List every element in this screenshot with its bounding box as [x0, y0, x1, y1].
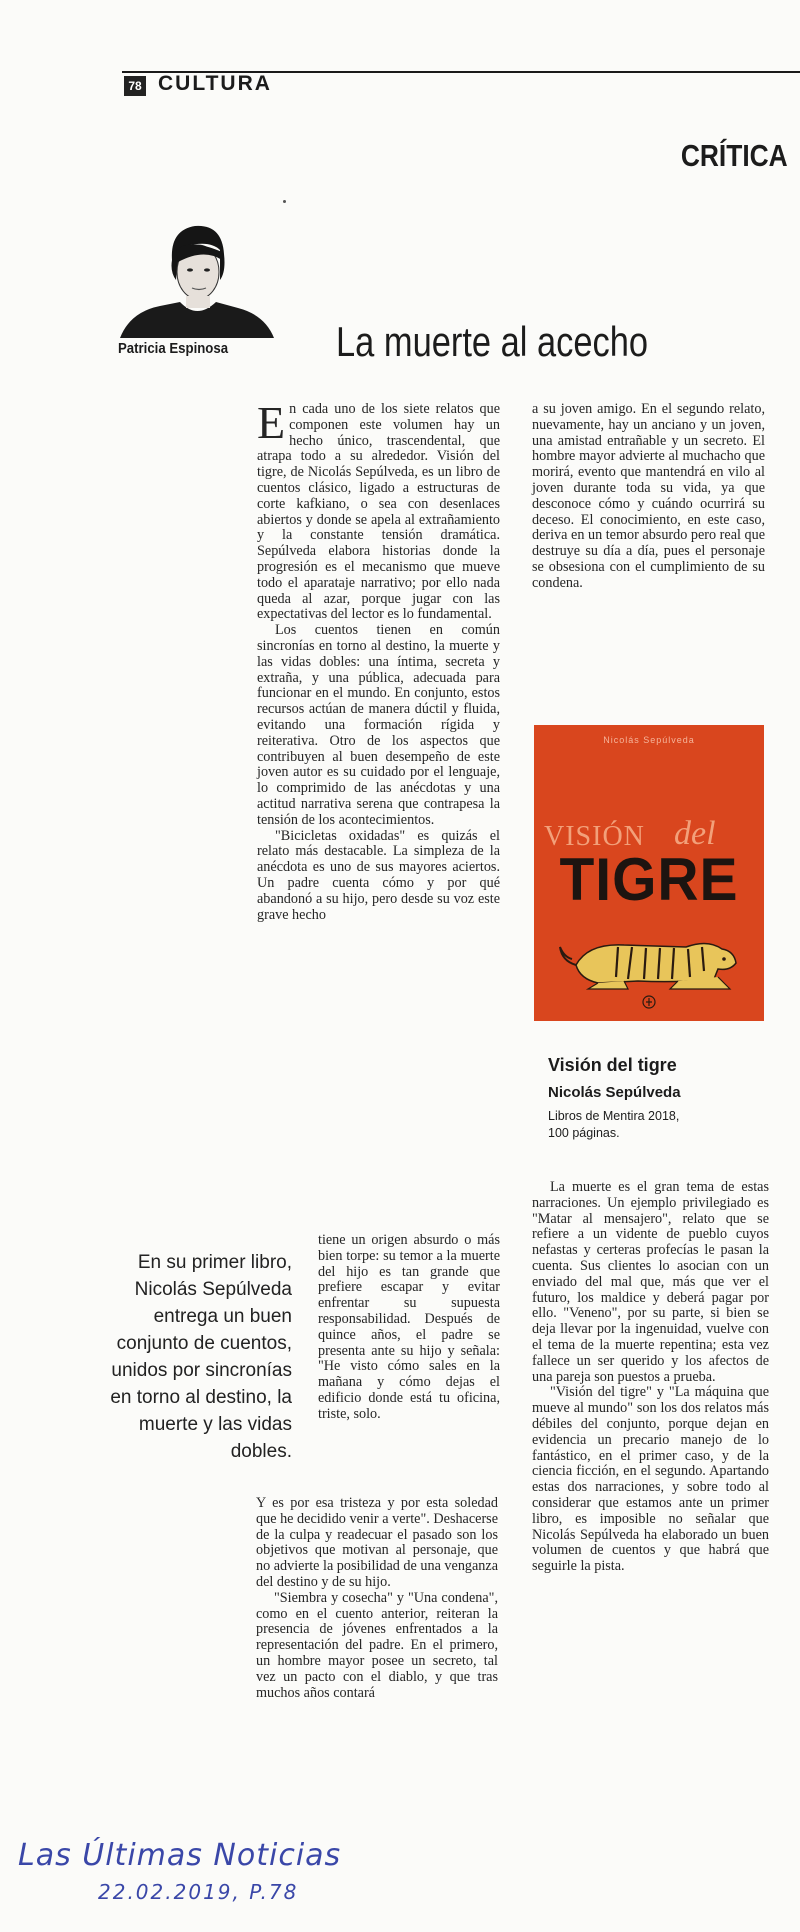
book-details	[548, 1108, 748, 1142]
handwritten-source: Las Últimas Noticias	[18, 1838, 342, 1873]
pull-quote: En su primer libro, Nicolás Sepúlveda entrega un buen conjunto de cuentos, unidos por sincronías en torno al destino, la muerte y las vidas dobles.	[110, 1252, 292, 1462]
publisher-logo-icon	[642, 995, 656, 1009]
article-column-2	[532, 402, 765, 592]
rubric-label: CRÍTICA	[681, 138, 788, 173]
paragraph-3-continued: tiene un origen absurdo o más bien torpe: su temor a la muerte del hijo es tan grande que prefiere escapar y evitar enfrentar su supuesta responsabilidad. Después de quince años, el padre se presenta ante su hijo y señala: "He visto cómo sales en la mañana y cómo dejas el edificio donde está tu oficina, triste, solo.	[318, 1232, 500, 1422]
paragraph-5: "Siembra y cosecha" y "Una condena", como en el cuento anterior, reiteran la presencia de jóvenes enfrentados a la representación del padre. En el primero, un hombre mayor posee un secreto, tal vez un pacto con el diablo, y que tras muchos años contará	[256, 1589, 498, 1701]
article-column-1	[257, 397, 500, 923]
speck	[283, 200, 286, 203]
cover-title-tigre: TIGRE	[559, 846, 739, 913]
article-title: La muerte al acecho	[336, 318, 649, 365]
cover-title-del: del	[674, 815, 716, 852]
book-author: Nicolás Sepúlveda	[548, 1084, 681, 1101]
book-title: Visión del tigre	[548, 1055, 677, 1075]
paragraph-8: "Visión del tigre" y "La máquina que mueve al mundo" son los dos relatos más débiles del conjunto, porque dejan en evidencia un precario manejo de lo fantástico, en el primer caso, y de la ciencia ficción, en el segundo. Apartando estas dos narraciones, y sobre todo al considerar que estamos ante un primer libro, es imposible no señalar que Nicolás Sepúlveda ha elaborado un buen volumen de cuentos y que habrá que seguirle la pista.	[532, 1384, 769, 1575]
author-name: Patricia Espinosa	[118, 340, 229, 357]
article-column-1-narrow	[318, 1233, 500, 1423]
drop-cap: E	[257, 397, 286, 448]
article-column-3	[532, 1180, 769, 1575]
handwritten-date: 22.02.2019, P.78	[98, 1880, 299, 1904]
paragraph-7: La muerte es el gran tema de estas narraciones. Un ejemplo privilegiado es "Matar al mensajero", relato que se refiere a un vidente de pueblo cuyos nefastas y certeras profecías le pasan la cuenta. Sus clientes lo asocian con un enviado del mal que, más que ver el futuro, los maldice y deberá pagar por ello. "Veneno", por su parte, si bien se deja llevar por la ingenuidad, vuelve con el tema de la muerte repentina; esta vez fallece un ser querido y los afectos de una pareja son puestos a prueba.	[532, 1179, 769, 1385]
book-cover	[534, 725, 764, 1021]
book-publisher: Libros de Mentira 2018,	[548, 1109, 680, 1123]
paragraph-1: En cada uno de los siete relatos que componen este volumen hay un hecho único, trascendental, que atrapa todo a su alrededor. Visión del tigre, de Nicolás Sepúlveda, es un libro de cuentos clásico, ligado a estructuras de corte kafkiano, o sea con desenlaces abiertos y donde se apela al extrañamiento y la constante tensión dramática. Sepúlveda elabora historias donde la progresión es el mecanismo que mueve todo el aparataje narrativo; por ello nada queda al azar, porque jugar con las expectativas del lector es lo fundamental.	[257, 397, 500, 623]
paragraph-6: a su joven amigo. En el segundo relato, nuevamente, hay un anciano y un joven, una amistad entrañable y un secreto. El hombre mayor advierte al muchacho que morirá, evento que mantendrá en vilo al joven durante toda su vida, ya que desconoce cómo y cuándo ocurrirá su deceso. El conocimiento, en este caso, deriva en un temor absurdo pero real que destruye su día a día, pues el personaje se obsesiona con el cumplimiento de su condena.	[532, 401, 765, 591]
paragraph-4: Y es por esa tristeza y por esta soledad que he decidido venir a verte". Deshacerse de la culpa y readecuar el pasado son los objetivos que motivan al personaje, que no advierte la posibilidad de una venganza del destino y de su hijo.	[256, 1495, 498, 1590]
cover-title-visión: VISIÓN	[544, 821, 645, 852]
book-pages: 100 páginas.	[548, 1126, 620, 1140]
article-column-1-lower	[256, 1496, 498, 1701]
paragraph-2: Los cuentos tienen en común sincronías en torno al destino, la muerte y las vidas dobles: una íntima, secreta y extraña, y una pública, adecuada para funcionar en el mundo. En conjunto, estos recursos actúan de manera dúctil y fluida, evitando una formación rígida y reiterativa. Otro de los aspectos que contribuyen al buen desempeño de este joven autor es su cuidado por el lenguaje, lo comprimido de las anécdotas y una actitud narrativa serena que contrapesa la tensión de los acontecimientos.	[257, 622, 500, 828]
author-photo	[120, 210, 274, 338]
cover-author: Nicolás Sepúlveda	[603, 735, 695, 745]
paragraph-3: "Bicicletas oxidadas" es quizás el relato más destacable. La simpleza de la anécdota es uno de sus mayores aciertos. Un padre cuenta cómo y por qué abandonó a su hijo, pero desde su voz este grave hecho	[257, 827, 500, 923]
tiger-illustration	[558, 921, 748, 993]
section-title: CULTURA	[158, 72, 272, 95]
page-number: 78	[124, 76, 146, 96]
